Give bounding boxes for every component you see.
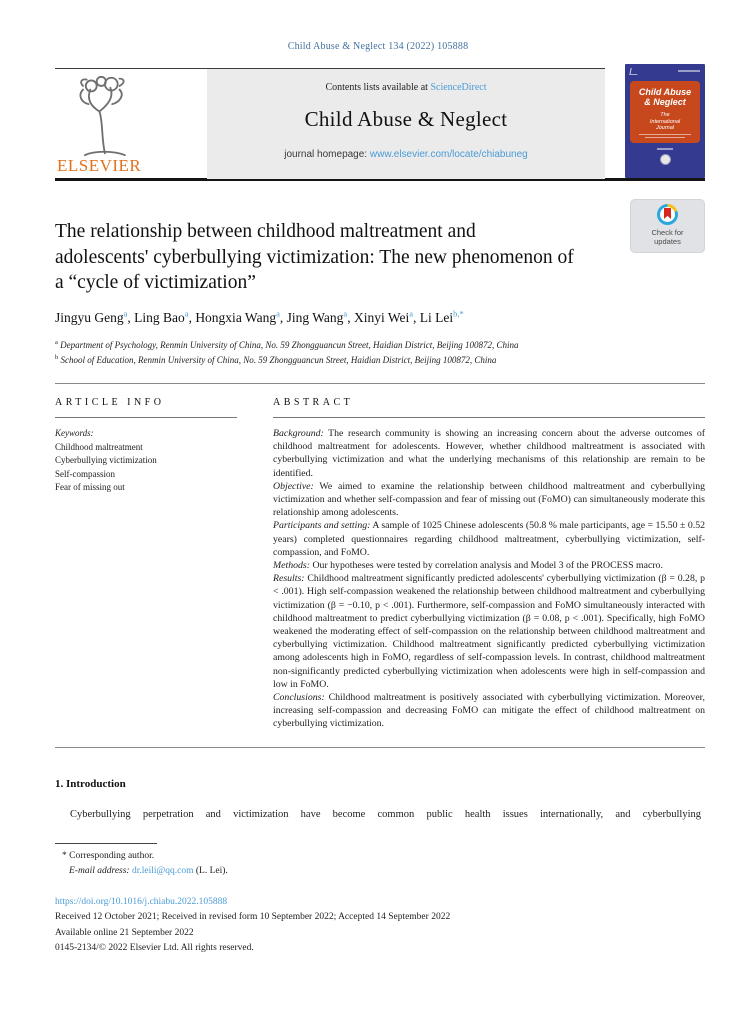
affiliation: $^b$ School of Education, Renmin University of China, No. 59 Zhongguancun Street, Haidian District, Beijing 100872, China (55, 353, 497, 365)
email-label: E-mail address: (69, 865, 130, 876)
abstract-section-participants: Participants and setting: A sample of 1025 Chinese adolescents (50.8 % male participants, age = 15.50 ± 0.52 years) completed questionnaires regarding childhood maltreatment, cyberbullying victimization, self-compassion, and FoMO. (273, 520, 706, 558)
check-for-updates-badge[interactable] (630, 199, 705, 253)
cover-fineprint-bar (639, 134, 691, 135)
article-info-heading: ARTICLE INFO (55, 397, 165, 408)
keyword: Childhood maltreatment (55, 441, 143, 452)
cover-top-line (678, 70, 700, 72)
author: Jing Wang$^a$, (286, 308, 354, 325)
cover-title-line2: & Neglect (644, 97, 686, 107)
cover-footer-decoration (630, 148, 700, 165)
email-line (55, 864, 701, 879)
corresponding-author-note: * Corresponding author. (62, 850, 155, 861)
received-dates-line: Received 12 October 2021; Received in revised form 10 September 2022; Accepted 14 September 2022 (55, 912, 451, 923)
abstract-top-rule (55, 383, 705, 384)
author: Ling Bao$^a$, (134, 308, 196, 325)
cover-subtitle: The International Journal (649, 112, 681, 131)
footnote-rule (55, 843, 157, 844)
publication-history-block (55, 895, 701, 957)
cover-footer-dash (657, 148, 673, 150)
abstract-section-methods: Methods: Our hypotheses were tested by correlation analysis and Model 3 of the PROCESS macro. (273, 560, 663, 572)
journal-title: Child Abuse & Neglect (304, 107, 508, 131)
author-affiliation-sup: a (409, 308, 414, 319)
crossmark-icon (657, 204, 678, 225)
author: Li Lei$^{b,*}$ (419, 308, 464, 325)
homepage-line (207, 149, 605, 160)
cover-top-decoration (630, 68, 700, 78)
author-affiliation-sup: a (276, 308, 280, 319)
cover-tree-icon (629, 68, 638, 75)
introduction-heading: 1. Introduction (55, 777, 126, 790)
sciencedirect-link[interactable]: ScienceDirect (430, 82, 487, 93)
journal-cover-thumbnail[interactable] (625, 64, 705, 178)
article-title-line3: a “cycle of victimization” (55, 272, 256, 293)
journal-homepage-link[interactable]: www.elsevier.com/locate/chiabuneg (369, 149, 528, 160)
author-affiliation-sup: a (343, 308, 348, 319)
cover-fineprint-bar (645, 137, 685, 138)
author-affiliation-sup: b,* (453, 308, 464, 319)
cover-publisher-emblem (660, 154, 671, 165)
contents-line-text: Contents lists available at (325, 82, 428, 93)
author: Jingyu Geng$^a$, (55, 308, 135, 325)
keyword: Cyberbullying victimization (55, 455, 157, 465)
email-suffix: (L. Lei). (193, 865, 228, 876)
article-info-column (55, 397, 237, 731)
running-head-citation: Child Abuse & Neglect 134 (2022) 105888 (287, 41, 469, 52)
elsevier-tree-icon (71, 75, 137, 157)
cover-title-line1: Child Abuse (638, 87, 692, 97)
affiliation: $^a$ Department of Psychology, Renmin University of China, No. 59 Zhongguancun Street, Haidian District, Beijing 100872, China (55, 339, 519, 350)
info-abstract-block (55, 397, 705, 748)
available-online-line: Available online 21 September 2022 (55, 927, 194, 938)
journal-header (55, 68, 705, 178)
issn-copyright-line: 0145-2134/© 2022 Elsevier Ltd. All rights reserved. (55, 943, 254, 954)
author: Xinyi Wei$^a$, (353, 308, 420, 325)
journal-banner-center (207, 69, 605, 179)
bookmark-icon (664, 208, 671, 219)
footnote-block (55, 849, 701, 879)
article-title-line1: The relationship between childhood maltreatment and (55, 221, 476, 242)
abstract-section-background: Background: The research community is showing an increasing concern about the adverse outcomes of childhood maltreatment for adolescents. However, whether childhood maltreatment is associated with cyberbullying victimization and what the underlying mechanisms of this relationship are remain to be identified. (273, 428, 705, 479)
introduction-paragraph: Cyberbullying perpetration and victimization have become common public health issues internationally, and cyberbullying (70, 808, 701, 820)
check-for-updates-label: Check for updates (651, 228, 684, 246)
article-title (55, 219, 701, 296)
keyword: Fear of missing out (55, 482, 125, 492)
abstract-rule (273, 417, 705, 418)
abstract-column (273, 397, 705, 731)
author: Hongxia Wang$^a$, (195, 308, 287, 325)
article-info-rule (55, 417, 237, 418)
journal-banner (55, 68, 605, 178)
abstract-section-results: Results: Childhood maltreatment significantly predicted adolescents' cyberbullying victimization (β = 0.28, p < .001). High self-compassion weakened the relationship between childhood maltreatment and cyberbullying victimization (β = −0.10, p < .001). Furthermore, self-compassion and FoMO simultaneously interacted with childhood maltreatment to predict cyberbullying victimization (β = 0.08, p < .001). Specifically, high FoMO weakened the moderating effect of self-compassion on the relationship between childhood maltreatment and cyberbullying victimization. Childhood maltreatment significantly predicted cyberbullying victimization among adolescents high in FoMO, regardless of self-compassion levels. In contrast, childhood maltreatment non-significantly predicted cyberbullying victimization when adolescents were high in self-compassion and low in FoMO. (273, 573, 705, 690)
abstract-section-conclusions: Conclusions: Childhood maltreatment is positively associated with cyberbullying victimization. Moreover, increasing self-compassion and decreasing FoMO can mitigate the effect of childhood maltreatment on cyberbullying victimization. (273, 692, 705, 730)
abstract-heading: ABSTRACT (273, 397, 354, 408)
email-link[interactable]: dr.leili@qq.com (131, 865, 194, 876)
contents-line (207, 82, 605, 93)
article-title-line2: adolescents' cyberbullying victimization: The new phenomenon of (55, 246, 574, 268)
cover-journal-title (633, 87, 697, 107)
keywords-label: Keywords: (55, 428, 94, 438)
keywords-block (55, 427, 237, 495)
author-affiliation-sup: a (184, 308, 189, 319)
elsevier-wordmark: ELSEVIER (57, 156, 142, 175)
author-affiliation-sup: a (123, 308, 128, 319)
abstract-section-objective: Objective: We aimed to examine the relationship between childhood maltreatment and cyberbullying victimization and whether self-compassion and fear of missing out (FoMO) can simultaneously moderate this relationship among adolescents. (273, 480, 705, 519)
author-list (55, 309, 701, 327)
cover-title-box (630, 81, 700, 143)
keyword: Self-compassion (55, 468, 115, 479)
affiliation-list (55, 337, 701, 366)
homepage-label: journal homepage: (284, 149, 368, 160)
doi-link[interactable]: https://doi.org/10.1016/j.chiabu.2022.105888 (55, 896, 228, 907)
elsevier-logo[interactable] (55, 69, 207, 178)
